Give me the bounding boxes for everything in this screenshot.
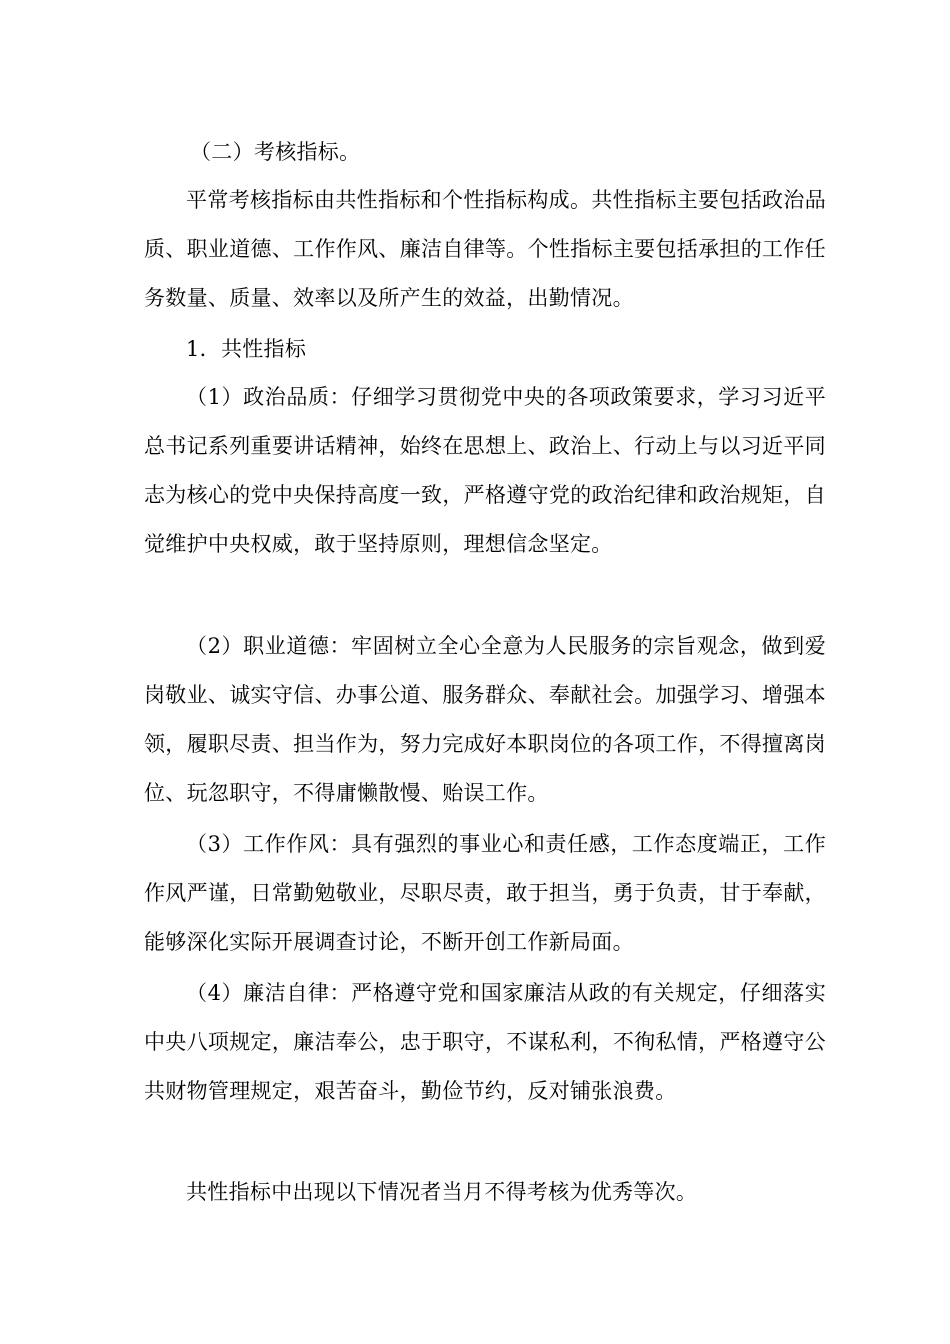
item-integrity: （4）廉洁自律：严格遵守党和国家廉洁从政的有关规定，仔细落实中央八项规定，廉洁奉公，忠于职守，不谋私利，不徇私情，严格遵守公共财物管理规定，艰苦奋斗，勤俭节约，反对铺张浪费。 <box>144 981 826 1103</box>
section-heading: （二）考核指标。 <box>190 140 361 164</box>
item-work-style: （3）工作作风：具有强烈的事业心和责任感，工作态度端正，工作作风严谨，日常勤勉敬业，尽职尽责，敢于担当，勇于负责，甘于奉献，能够深化实际开展调查讨论，不断开创工作新局面。 <box>144 832 826 954</box>
subheading-common-indicators: 1．共性指标 <box>186 337 307 361</box>
closing-paragraph: 共性指标中出现以下情况者当月不得考核为优秀等次。 <box>186 1180 698 1204</box>
item-political-quality: （1）政治品质：仔细学习贯彻党中央的各项政策要求，学习习近平总书记系列重要讲话精神，始终在思想上、政治上、行动上与以习近平同志为核心的党中央保持高度一致，严格遵守党的政治纪律和政治规矩，自觉维护中央权威，敢于坚持原则，理想信念坚定。 <box>144 385 826 556</box>
item-professional-ethics: （2）职业道德：牢固树立全心全意为人民服务的宗旨观念，做到爱岗敬业、诚实守信、办事公道、服务群众、奉献社会。加强学习、增强本领，履职尽责、担当作为，努力完成好本职岗位的各项工作，不得擅离岗位、玩忽职守，不得庸懒散慢、贻误工作。 <box>144 634 826 805</box>
intro-paragraph: 平常考核指标由共性指标和个性指标构成。共性指标主要包括政治品质、职业道德、工作作风、廉洁自律等。个性指标主要包括承担的工作任务数量、质量、效率以及所产生的效益，出勤情况。 <box>144 188 826 310</box>
